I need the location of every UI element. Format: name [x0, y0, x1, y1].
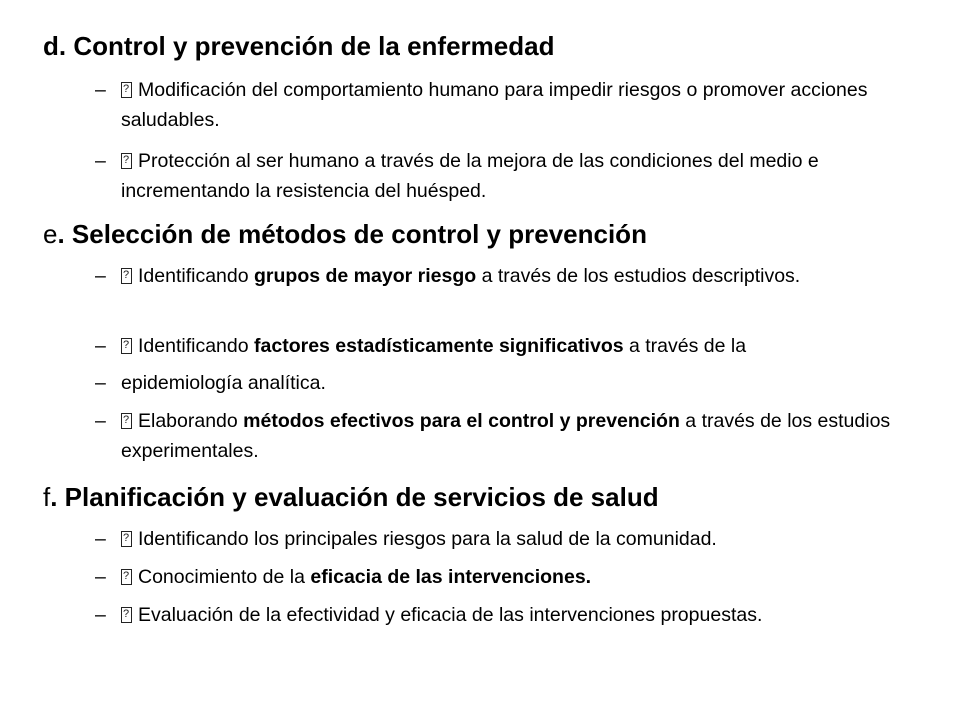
missing-glyph-icon: [121, 268, 132, 284]
dash-marker: –: [95, 528, 106, 550]
bullet-text: Identificando: [138, 335, 255, 357]
bullet-text-end: a través de la: [623, 335, 747, 357]
section-title: . Selección de métodos de control y prevención: [57, 219, 647, 249]
bullet-text: Protección al ser humano a través de la mejora de las condiciones del medio e incrementando la resistencia del huésped.: [121, 150, 819, 202]
dash-marker: –: [95, 79, 106, 101]
missing-glyph-icon: [121, 607, 132, 623]
bullet-text: Conocimiento de la: [138, 566, 311, 588]
bullet-text: Identificando: [138, 265, 255, 287]
dash-marker: –: [95, 410, 106, 432]
dash-marker: –: [95, 265, 106, 287]
section-letter: f: [43, 482, 51, 512]
section-heading-e: [43, 218, 647, 250]
dash-marker: –: [95, 566, 106, 588]
bullet-text-end: a través de los estudios descriptivos.: [476, 265, 801, 287]
missing-glyph-icon: [121, 569, 132, 585]
section-heading-f: [43, 481, 659, 513]
missing-glyph-icon: [121, 153, 132, 169]
dash-marker: –: [95, 150, 106, 172]
missing-glyph-icon: [121, 82, 132, 98]
dash-marker: –: [95, 372, 106, 394]
section-letter: e: [43, 219, 58, 249]
missing-glyph-icon: [121, 531, 132, 547]
missing-glyph-icon: [121, 338, 132, 354]
list-item: [95, 406, 935, 466]
bullet-emphasis: grupos de mayor riesgo: [254, 265, 477, 287]
bullet-emphasis: eficacia de las intervenciones.: [310, 566, 592, 588]
list-item: [95, 261, 935, 291]
bullet-text: Evaluación de la efectividad y eficacia de las intervenciones propuestas.: [138, 604, 763, 626]
bullet-text: Identificando los principales riesgos para la salud de la comunidad.: [138, 528, 717, 550]
list-item: [95, 562, 935, 592]
list-item: [95, 600, 935, 630]
section-heading-d: [43, 30, 554, 62]
list-item: [95, 75, 935, 135]
dash-marker: –: [95, 604, 106, 626]
section-letter: d.: [43, 31, 67, 61]
bullet-emphasis: métodos efectivos para el control y prevención: [243, 410, 680, 432]
list-item: [95, 146, 935, 206]
bullet-text: Elaborando: [138, 410, 244, 432]
list-item: [95, 524, 935, 554]
bullet-text: Modificación del comportamiento humano para impedir riesgos o promover acciones saludables.: [121, 79, 868, 131]
section-title: . Planificación y evaluación de servicios de salud: [50, 482, 659, 512]
dash-marker: –: [95, 335, 106, 357]
section-title: Control y prevención de la enfermedad: [73, 31, 555, 61]
missing-glyph-icon: [121, 413, 132, 429]
bullet-text-end: a través de los estudios experimentales.: [121, 410, 891, 462]
bullet-text: epidemiología analítica.: [121, 372, 326, 394]
bullet-emphasis: factores estadísticamente significativos: [254, 335, 624, 357]
list-item: [95, 331, 935, 361]
list-item: [95, 368, 935, 398]
